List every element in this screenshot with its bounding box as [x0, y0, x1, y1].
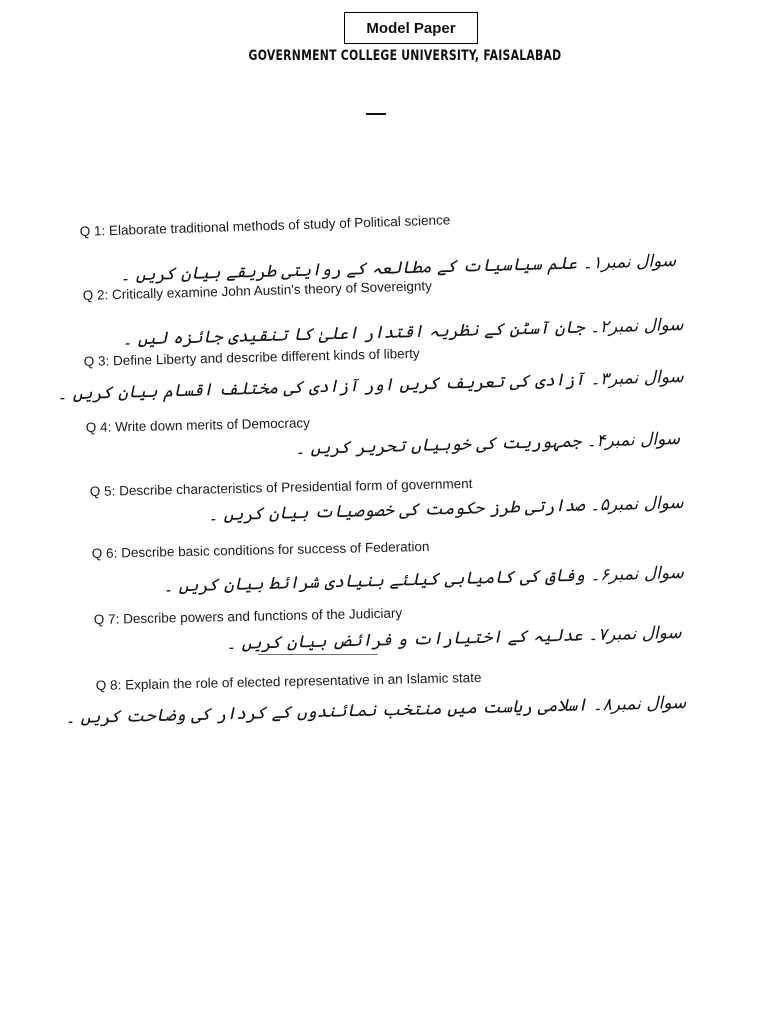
question-2-english: Q 2: Critically examine John Austin's theory of Sovereignty: [82, 278, 433, 303]
question-4-english: Q 4: Write down merits of Democracy: [85, 415, 311, 435]
question-7-english: Q 7: Describe powers and functions of the Judiciary: [93, 605, 403, 627]
question-6-english: Q 6: Describe basic conditions for success of Federation: [91, 538, 430, 561]
model-paper-badge: Model Paper: [344, 12, 478, 44]
question-1-urdu: سوال نمبر۱۔ علم سیاسیات کے مطالعہ کے روایتی طریقے بیان کریں ۔: [119, 251, 677, 286]
handwritten-stroke: [258, 654, 378, 655]
question-2-urdu: سوال نمبر۲۔ جان آسٹن کے نظریہ اقتدار اعلیٰ کا تنقیدی جائزہ لیں ۔: [122, 315, 685, 350]
question-3-english: Q 3: Define Liberty and describe different kinds of liberty: [83, 345, 420, 369]
question-5-english: Q 5: Describe characteristics of Presidential form of government: [89, 475, 473, 499]
question-4-urdu: سوال نمبر۴۔ جمہوریت کی خوبیاں تحریر کریں ۔: [294, 429, 681, 460]
question-8-urdu: سوال نمبر۸۔ اسلامی ریاست میں منتخب نمائندوں کے کردار کی وضاحت کریں ۔: [64, 693, 687, 729]
question-3-urdu: سوال نمبر۳۔ آزادی کی تعریف کریں اور آزادی کی مختلف اقسام بیان کریں ۔: [57, 367, 685, 405]
question-7-urdu: سوال نمبر۷۔ عدلیہ کے اختیارات و فرائض بیان کریں ۔: [226, 623, 683, 655]
question-8-english: Q 8: Explain the role of elected representative in an Islamic state: [95, 669, 482, 693]
question-1-english: Q 1: Elaborate traditional methods of study of Political science: [79, 212, 451, 239]
question-6-urdu: سوال نمبر۶۔ وفاق کی کامیابی کیلئے بنیادی شرائط بیان کریں ۔: [163, 563, 685, 597]
institution-name: GOVERNMENT COLLEGE UNIVERSITY, FAISALABAD: [248, 48, 562, 64]
question-5-urdu: سوال نمبر۵۔ صدارتی طرز حکومت کی خصوصیات بیان کریں ۔: [208, 493, 685, 526]
